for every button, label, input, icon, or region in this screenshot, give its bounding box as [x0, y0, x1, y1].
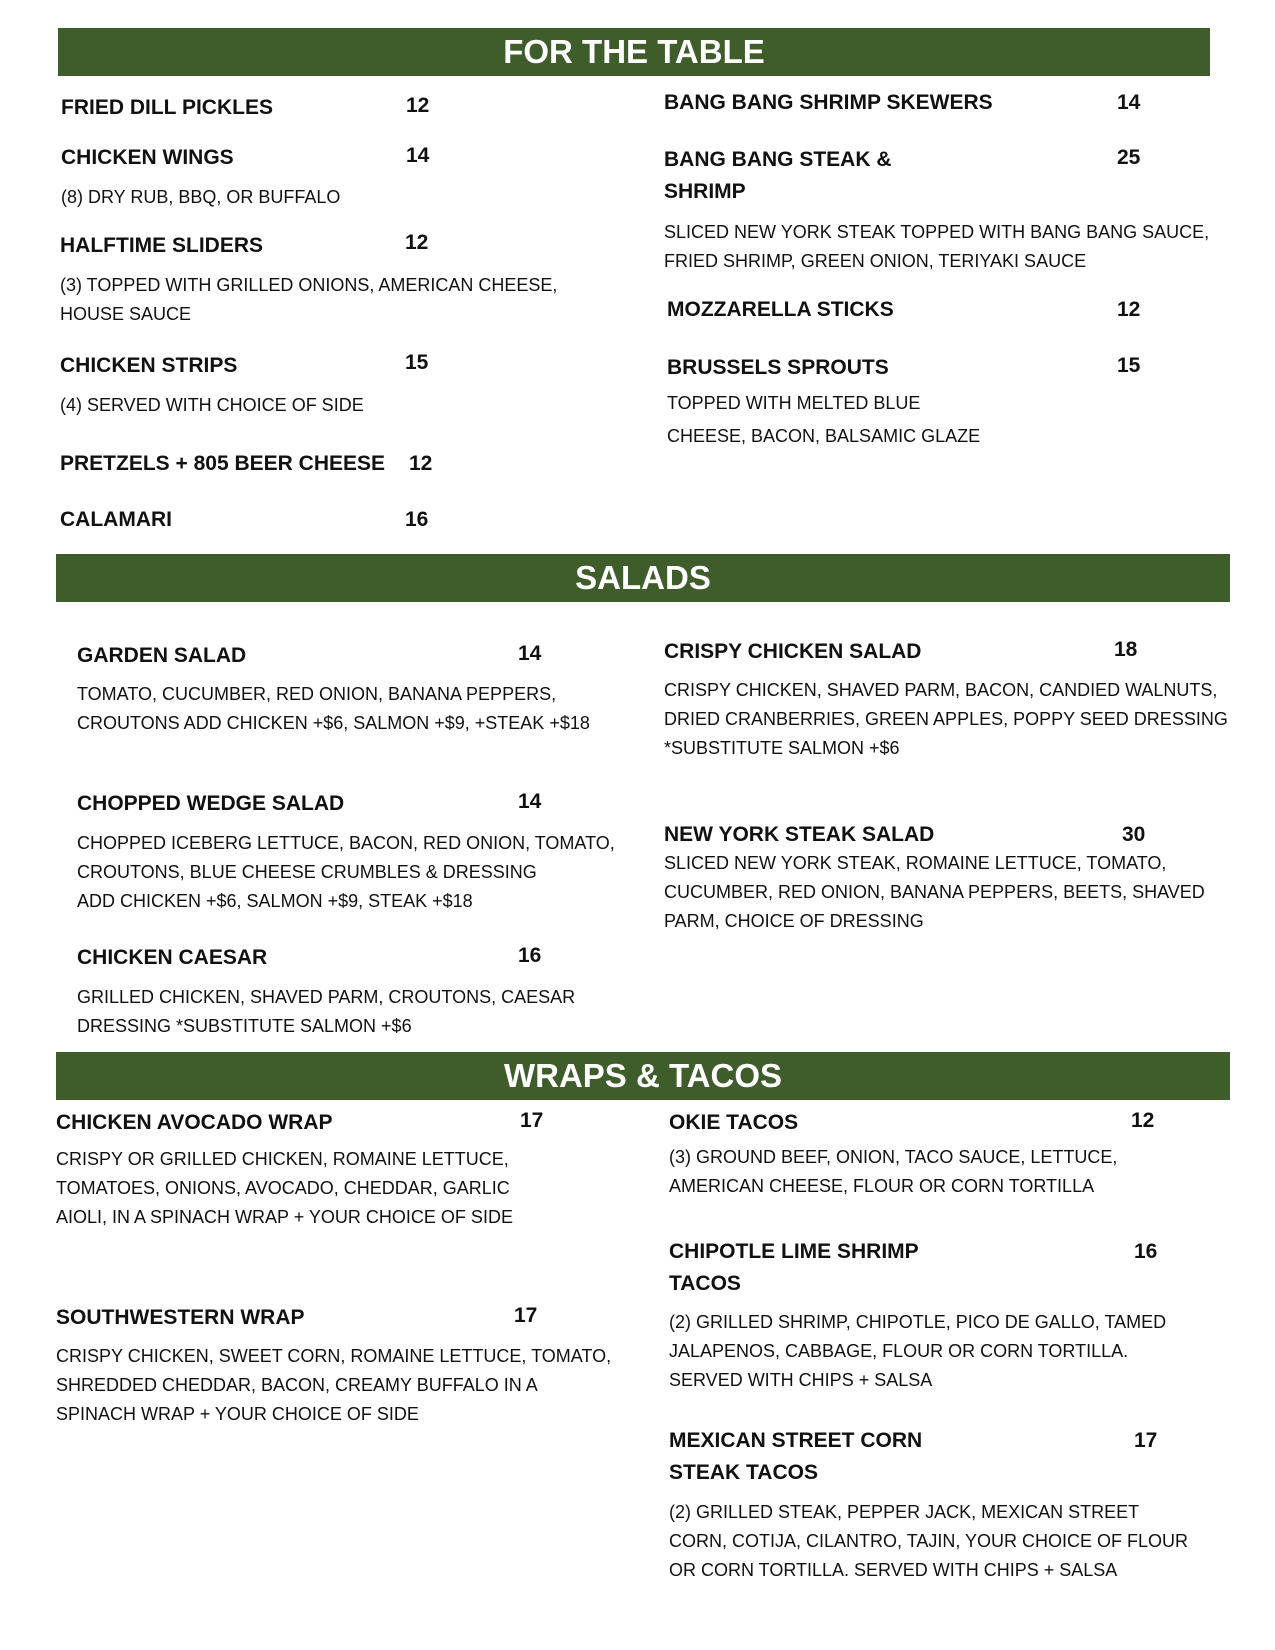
item-name: NEW YORK STEAK SALAD — [664, 823, 935, 846]
item-price: 17 — [514, 1304, 538, 1327]
item-name: SOUTHWESTERN WRAP — [56, 1306, 305, 1329]
item-name: CHICKEN STRIPS — [60, 354, 238, 377]
item-name: BRUSSELS SPROUTS — [667, 356, 889, 379]
item-name: PRETZELS + 805 BEER CHEESE — [60, 452, 386, 475]
item-name: CHICKEN CAESAR — [77, 946, 268, 969]
item-name: HALFTIME SLIDERS — [60, 234, 263, 257]
item-description: CRISPY CHICKEN, SWEET CORN, ROMAINE LETTUCE, TOMATO, SHREDDED CHEDDAR, BACON, CREAMY BUFFALO IN A SPINACH WRAP + YOUR CHOICE OF SIDE — [56, 1346, 612, 1424]
section-header-salads: SALADS — [56, 554, 1230, 602]
item-description: (2) GRILLED SHRIMP, CHIPOTLE, PICO DE GALLO, TAMED JALAPENOS, CABBAGE, FLOUR OR CORN TORTILLA. SERVED WITH CHIPS + SALSA — [669, 1312, 1167, 1390]
item-name: FRIED DILL PICKLES — [61, 96, 273, 119]
item-price: 17 — [1134, 1429, 1158, 1452]
item-name: MOZZARELLA STICKS — [667, 298, 894, 321]
item-name: GARDEN SALAD — [77, 644, 247, 667]
item-description: GRILLED CHICKEN, SHAVED PARM, CROUTONS, CAESAR DRESSING *SUBSTITUTE SALMON +$6 — [77, 987, 576, 1036]
item-name: OKIE TACOS — [669, 1111, 799, 1134]
item-name: CHICKEN WINGS — [61, 146, 234, 169]
item-name: CRISPY CHICKEN SALAD — [664, 640, 922, 663]
item-name: CHIPOTLE LIME SHRIMP TACOS — [669, 1240, 919, 1295]
item-name: BANG BANG SHRIMP SKEWERS — [664, 91, 993, 114]
item-price: 30 — [1122, 823, 1146, 846]
section-header-for-the-table: FOR THE TABLE — [58, 28, 1210, 76]
item-name: CHICKEN AVOCADO WRAP — [56, 1111, 333, 1134]
item-description: SLICED NEW YORK STEAK TOPPED WITH BANG BANG SAUCE, FRIED SHRIMP, GREEN ONION, TERIYAKI SAUCE — [664, 222, 1210, 271]
item-description: CHOPPED ICEBERG LETTUCE, BACON, RED ONION, TOMATO, CROUTONS, BLUE CHEESE CRUMBLES & DRESSING ADD CHICKEN +$6, SALMON +$9, STEAK +$18 — [77, 833, 615, 911]
item-description: (4) SERVED WITH CHOICE OF SIDE — [60, 395, 364, 415]
item-price: 16 — [405, 508, 429, 531]
item-description: TOMATO, CUCUMBER, RED ONION, BANANA PEPPERS, CROUTONS ADD CHICKEN +$6, SALMON +$9, +STEAK +$18 — [77, 684, 590, 733]
item-name: MEXICAN STREET CORN STEAK TACOS — [669, 1429, 923, 1484]
item-description: (8) DRY RUB, BBQ, OR BUFFALO — [61, 187, 341, 207]
item-price: 12 — [1131, 1109, 1155, 1132]
item-price: 18 — [1114, 638, 1138, 661]
item-price: 16 — [518, 944, 542, 967]
item-price: 14 — [406, 144, 430, 167]
item-price: 14 — [1117, 91, 1141, 114]
item-price: 15 — [405, 351, 429, 374]
item-price: 12 — [1117, 298, 1141, 321]
item-description: (3) GROUND BEEF, ONION, TACO SAUCE, LETTUCE, AMERICAN CHEESE, FLOUR OR CORN TORTILLA — [669, 1147, 1118, 1196]
item-description: SLICED NEW YORK STEAK, ROMAINE LETTUCE, TOMATO, CUCUMBER, RED ONION, BANANA PEPPERS, BEETS, SHAVED PARM, CHOICE OF DRESSING — [664, 853, 1205, 931]
item-price: 12 — [406, 94, 430, 117]
item-description: (2) GRILLED STEAK, PEPPER JACK, MEXICAN STREET CORN, COTIJA, CILANTRO, TAJIN, YOUR CHOICE OF FLOUR OR CORN TORTILLA. SERVED WITH CHIPS + SALSA — [669, 1502, 1189, 1580]
item-price: 16 — [1134, 1240, 1158, 1263]
item-description: CRISPY CHICKEN, SHAVED PARM, BACON, CANDIED WALNUTS, DRIED CRANBERRIES, GREEN APPLES, POPPY SEED DRESSING *SUBSTITUTE SALMON +$6 — [664, 680, 1228, 758]
section-header-wraps-tacos: WRAPS & TACOS — [56, 1052, 1230, 1100]
item-price: 12 — [405, 231, 429, 254]
item-description: (3) TOPPED WITH GRILLED ONIONS, AMERICAN CHEESE, HOUSE SAUCE — [60, 275, 558, 324]
item-price: 12 — [409, 452, 433, 475]
item-price: 15 — [1117, 354, 1141, 377]
item-price: 25 — [1117, 146, 1141, 169]
item-name: CALAMARI — [60, 508, 172, 531]
item-price: 14 — [518, 642, 542, 665]
item-price: 14 — [518, 790, 542, 813]
item-price: 17 — [520, 1109, 544, 1132]
item-description: CRISPY OR GRILLED CHICKEN, ROMAINE LETTUCE, TOMATOES, ONIONS, AVOCADO, CHEDDAR, GARLIC AIOLI, IN A SPINACH WRAP + YOUR CHOICE OF SIDE — [56, 1149, 513, 1227]
item-name: CHOPPED WEDGE SALAD — [77, 792, 345, 815]
item-name: BANG BANG STEAK & SHRIMP — [664, 148, 892, 203]
item-description: TOPPED WITH MELTED BLUE CHEESE, BACON, BALSAMIC GLAZE — [667, 393, 981, 446]
